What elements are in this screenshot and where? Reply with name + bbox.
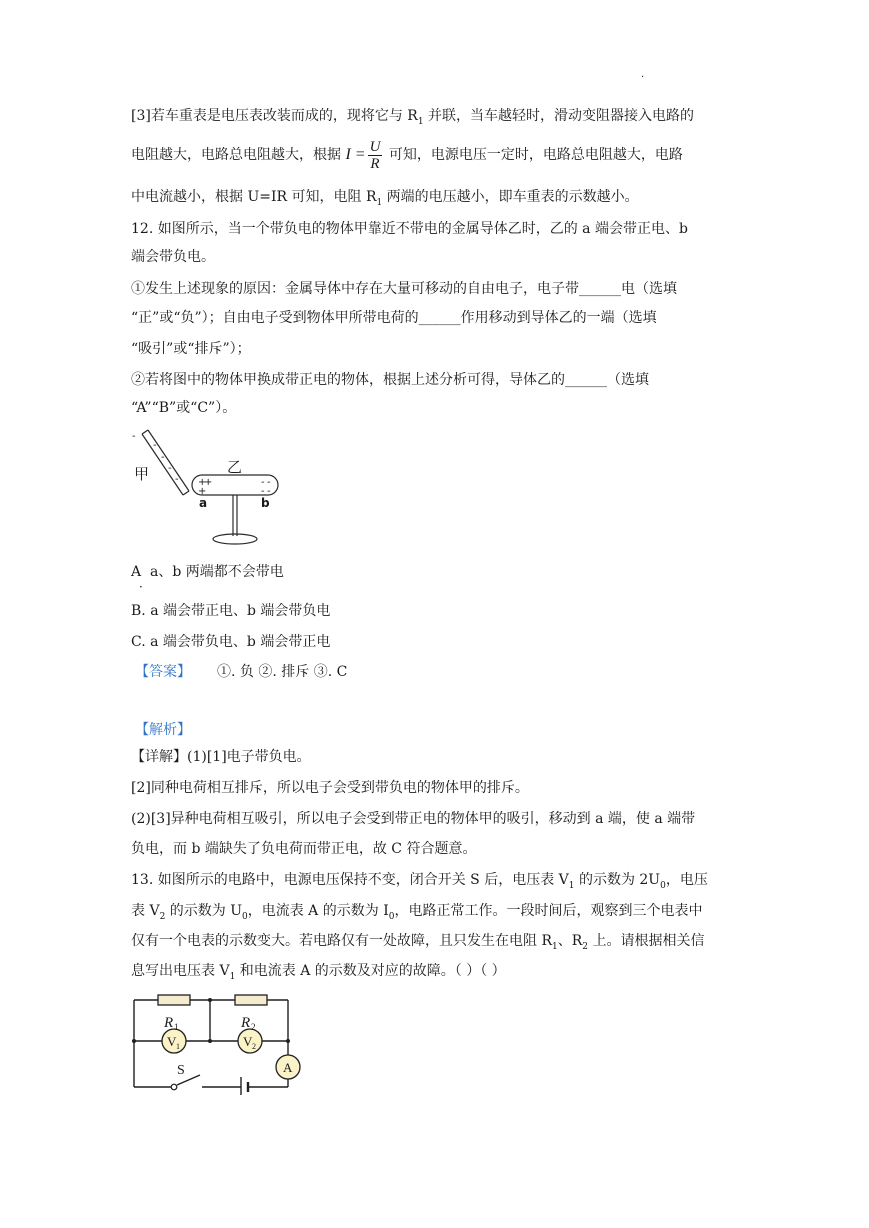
analysis-tag: 【解析】 (135, 722, 191, 738)
rod-minus-1: - (132, 431, 136, 442)
conductor-minus-4: - (267, 486, 271, 497)
conductor-plus-1: + (198, 477, 207, 488)
para3-line2: 电阻越大，电路总电阻越大，根据 I = $\frac{U}{R}$ 可知，电源电压一定时，电路总电阻越大，电路 (131, 138, 683, 172)
q12-line3: ①发生上述现象的原因：金属导体中存在大量可移动的自由电子，电子带______电（选填 (131, 281, 677, 297)
formula-fraction: $\frac{U}{R}$ (369, 138, 381, 172)
label-r2-sub: 2 (251, 1022, 256, 1032)
answer-tag: 【答案】 (135, 664, 191, 680)
label-r2: R (241, 1015, 251, 1031)
induction-figure (128, 425, 288, 550)
label-v2-sub: 2 (252, 1042, 256, 1051)
label-v1: V (167, 1034, 177, 1049)
page-dot: · (641, 72, 645, 83)
label-switch: S (177, 1063, 185, 1078)
rod-minus-5: - (175, 474, 179, 485)
formula-lhs: I = (345, 146, 366, 163)
para3-line1: [3]若车重表是电压表改装而成的，现将它与 $R_1$ 并联，当车越轻时，滑动变阻器接入电路的 (131, 108, 695, 127)
q13-line4: 息写出电压表 $V_1$ 和电流表 A 的示数及对应的故障。（ ）（ ） (131, 963, 506, 982)
option-a-dot: · (139, 580, 143, 594)
label-r1: R (164, 1015, 174, 1031)
detail-line3: (2)[3]异种电荷相互吸引，所以电子会受到带正电的物体甲的吸引，移动到 a 端，使 a 端带 (131, 811, 696, 827)
label-b: b (261, 496, 270, 510)
q12-line1: 12. 如图所示，当一个带负电的物体甲靠近不带电的金属导体乙时，乙的 a 端会带正电、b (131, 221, 688, 237)
answer-text: ①. 负 ②. 排斥 ③. C (217, 664, 348, 680)
q12-line4: “正”或“负”）；自由电子受到物体甲所带电荷的______作用移动到导体乙的一端（选填 (131, 310, 657, 326)
q13-line1: 13. 如图所示的电路中，电源电压保持不变，闭合开关 S 后，电压表 $V_1$ 的示数为 $2U_0$，电压 (131, 872, 708, 891)
q13-line3: 仅有一个电表的示数变大。若电路仅有一处故障，且只发生在电阻 $R_1$、$R_2$ 上。请根据相关信 (131, 933, 705, 952)
conductor-plus-2: + (204, 477, 213, 488)
rod-minus-3: - (161, 452, 165, 463)
resistor-r2 (235, 995, 267, 1005)
detail-line4: 负电，而 b 端缺失了负电荷而带正电，故 C 符合题意。 (131, 841, 477, 857)
conductor-minus-3: - (261, 486, 265, 497)
rod-minus-4: - (168, 463, 172, 474)
q12-line2: 端会带负电。 (131, 249, 215, 265)
label-a: a (199, 496, 208, 510)
q12-line7: “A”“B”或“C”）。 (131, 400, 237, 416)
q12-line6: ②若将图中的物体甲换成带正电的物体，根据上述分析可得，导体乙的______（选填 (131, 372, 649, 388)
label-v1-sub: 1 (176, 1042, 180, 1051)
para3-line3: 中电流越小，根据 U=IR 可知，电阻 $R_1$ 两端的电压越小，即车重表的示数越小。 (131, 189, 639, 208)
q12-line5: “吸引”或“排斥”）； (131, 341, 251, 357)
detail-line2: [2]同种电荷相互排斥，所以电子会受到带负电的物体甲的排斥。 (131, 780, 529, 796)
label-r1-sub: 1 (174, 1022, 179, 1032)
conductor-minus-2: - (267, 477, 271, 488)
option-a: A a、b 两端都不会带电 (131, 564, 284, 580)
detail-line1: 【详解】(1)[1]电子带负电。 (131, 749, 311, 765)
circuit-figure (128, 990, 308, 1095)
label-v2: V (243, 1034, 253, 1049)
label-ammeter: A (283, 1060, 293, 1075)
conductor-minus-1: - (261, 477, 265, 488)
option-b: B. a 端会带正电、b 端会带负电 (131, 603, 331, 619)
switch-pivot (171, 1084, 177, 1090)
answer-line (135, 662, 347, 682)
stand-base (213, 534, 257, 544)
rod-minus-2: - (153, 440, 157, 451)
resistor-r1 (158, 995, 190, 1005)
conductor-plus-3: + (198, 486, 207, 497)
option-c: C. a 端会带负电、b 端会带正电 (131, 634, 331, 650)
label-yi: 乙 (227, 458, 243, 476)
label-jia: 甲 (134, 465, 150, 483)
q13-line2: 表 $V_2$ 的示数为 $U_0$，电流表 A 的示数为 $I_0$，电路正常工作。一段时间后，观察到三个电表中 (131, 903, 703, 922)
